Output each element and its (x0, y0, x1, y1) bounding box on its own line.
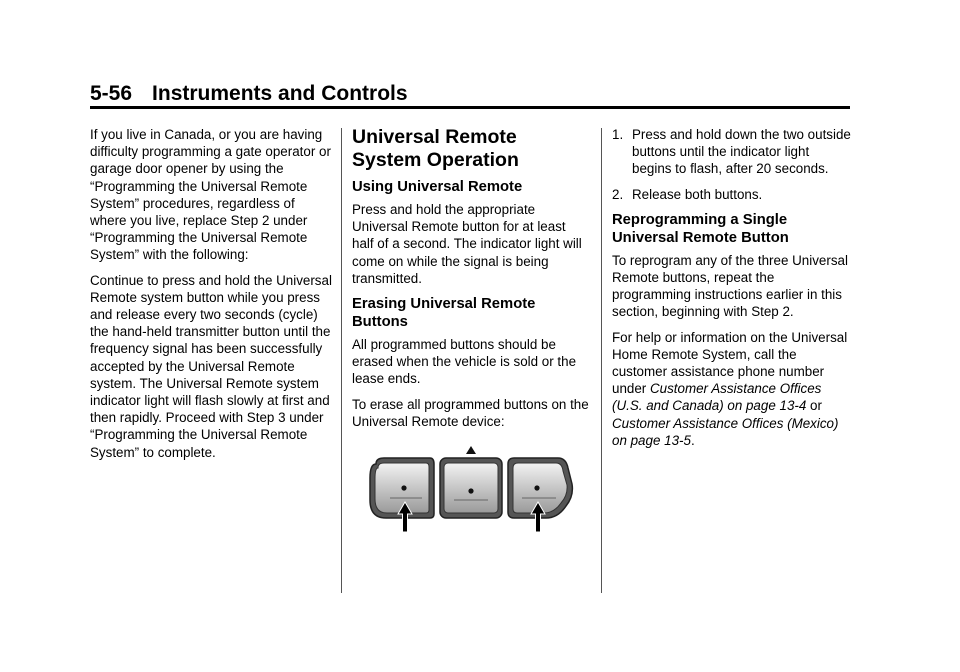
step-text: Release both buttons. (632, 186, 763, 202)
step-text: Press and hold down the two outside buttons until the indicator light begins to flash, after 20 seconds. (632, 127, 851, 177)
header-rule (90, 106, 850, 109)
middle-remote-button (440, 458, 502, 518)
universal-remote-buttons-figure (362, 444, 582, 532)
continue-paragraph: Continue to press and hold the Universal Remote system button while you press and release every two seconds (cycle) the hand-held transmitter button until the frequency signal has been successfully accepted by the Universal Remote system. The Universal Remote system indicator light will flash slowly at first and then rapidly. Proceed with Step 3 under “Programming the Universal Remote System” to complete. (90, 272, 332, 460)
erasing-text-1: All programmed buttons should be erased when the vehicle is sold or the lease ends. (352, 337, 577, 387)
reprogram-text: To reprogram any of the three Universal Remote buttons, repeat the programming instructions earlier in this section, beginning with Step 2. (612, 252, 848, 320)
help-end: . (690, 432, 695, 448)
using-heading: Using Universal Remote (352, 179, 523, 195)
list-item (612, 126, 852, 178)
canada-paragraph: If you live in Canada, or you are having difficulty programming a gate operator or garage door opener by using the “Programming the Universal Remote System” procedures, regardless of where you live, replace Step 2 under “Programming the Universal Remote System” with the following: (90, 127, 331, 263)
page-header (90, 82, 850, 106)
column-divider-right (601, 128, 602, 593)
erase-steps-list (612, 126, 852, 203)
main-heading: Universal Remote System Operation (352, 126, 519, 171)
section-title: Instruments and Controls (152, 82, 408, 105)
column-divider-left (341, 128, 342, 593)
reprogram-heading: Reprogramming a Single Universal Remote Button (612, 211, 789, 246)
help-paragraph (612, 329, 852, 449)
indicator-light-icon (466, 446, 476, 454)
using-text: Press and hold the appropriate Universal Remote button for at least half of a second. The indicator light will come on while the signal is being transmitted. (352, 202, 582, 286)
help-mid: or (806, 398, 822, 414)
list-item (612, 186, 852, 203)
erasing-heading: Erasing Universal Remote Buttons (352, 296, 536, 331)
right-column (612, 126, 852, 457)
cross-reference-link[interactable]: Customer Assistance Offices (Mexico) on page 13-5 (612, 415, 839, 448)
page-number: 5-56 (90, 82, 133, 105)
erasing-text-2: To erase all programmed buttons on the Universal Remote device: (352, 396, 589, 429)
middle-column (352, 126, 590, 438)
cross-reference-link[interactable]: Customer Assistance Offices (U.S. and Canada) on page 13-4 (612, 381, 822, 414)
help-lead: For help or information on the Universal Home Remote System, call the customer assistance phone number under (612, 329, 848, 397)
left-column (90, 126, 332, 469)
step-number: 1. (612, 127, 624, 142)
step-number: 2. (612, 186, 624, 202)
